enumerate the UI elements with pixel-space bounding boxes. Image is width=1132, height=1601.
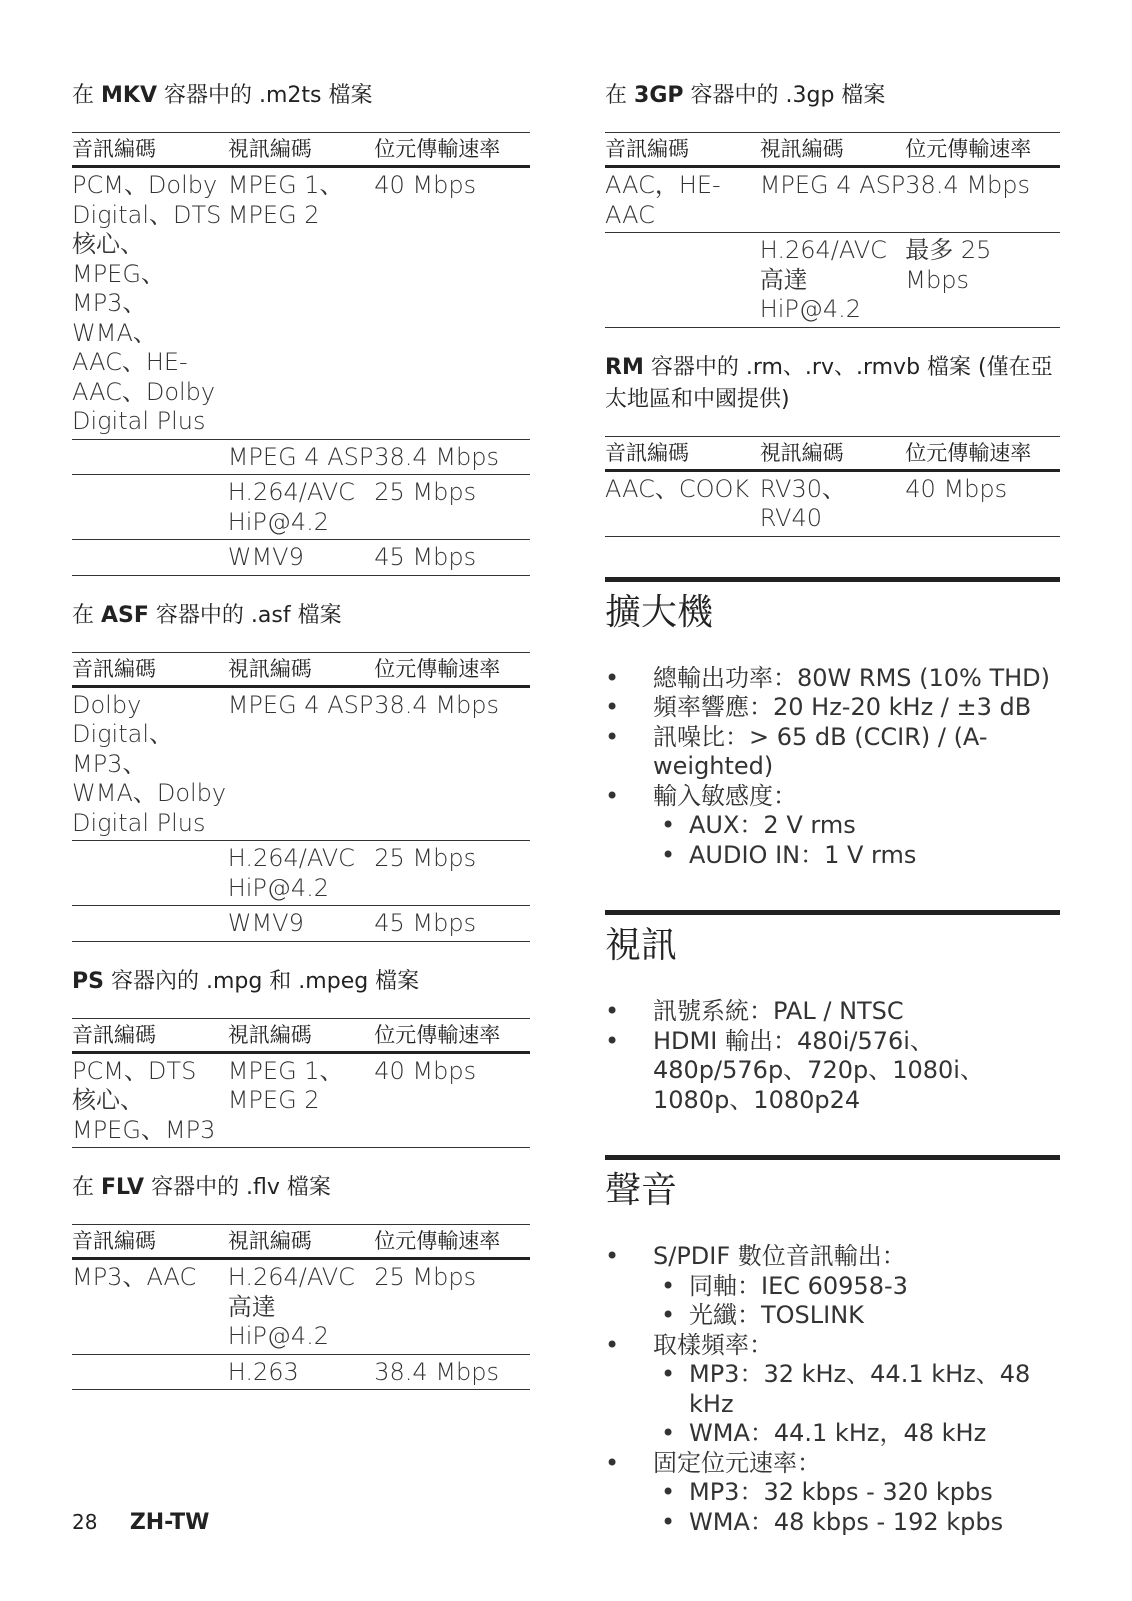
table-cell: H.264/AVC HiP@4.2 xyxy=(228,475,375,540)
language-code: ZH-TW xyxy=(129,1510,210,1535)
table-cell: 40 Mbps xyxy=(905,470,1060,536)
sub-list-item: • MP3：32 kbps - 320 kpbs xyxy=(653,1478,1060,1508)
table-cell xyxy=(605,233,760,328)
list-item-text: 取樣頻率： xyxy=(653,1330,773,1359)
audio-heading: 聲音 xyxy=(605,1155,1060,1214)
sub-list xyxy=(653,1478,1060,1537)
mkv-section xyxy=(72,80,530,576)
spec-table xyxy=(605,436,1060,537)
list-item xyxy=(605,997,1060,1027)
section-title: 在 FLV 容器中的 .flv 檔案 xyxy=(72,1175,331,1200)
column-header: 視訊編碼 xyxy=(228,133,375,167)
list-item-text: 訊噪比：> 65 dB (CCIR) / (A-weighted) xyxy=(653,722,988,780)
table-header-row xyxy=(72,1225,530,1259)
table-cell: H.264/AVC 高達 HiP@4.2 xyxy=(228,1259,375,1355)
section-title: 在 MKV 容器中的 .m2ts 檔案 xyxy=(72,83,373,108)
list-item xyxy=(605,782,1060,871)
spec-table xyxy=(72,652,530,942)
sub-list-item: • MP3：32 kHz、44.1 kHz、48 kHz xyxy=(653,1360,1060,1419)
table-cell: 25 Mbps xyxy=(374,475,530,540)
list-item xyxy=(605,1449,1060,1538)
column-header: 位元傳輸速率 xyxy=(905,436,1060,470)
table-header-row xyxy=(605,133,1060,167)
table-row xyxy=(72,686,530,841)
spec-table xyxy=(72,1224,530,1390)
list-item xyxy=(605,1331,1060,1449)
list-item xyxy=(605,1027,1060,1116)
column-header: 位元傳輸速率 xyxy=(374,652,530,686)
table-cell: AAC，HE-AAC xyxy=(605,167,760,233)
list-item-text: S/PDIF 數位音訊輸出： xyxy=(653,1242,906,1270)
table-cell: PCM、DTS 核心、MPEG、MP3 xyxy=(72,1052,228,1148)
sub-list xyxy=(653,1360,1060,1449)
table-header-row xyxy=(72,133,530,167)
table-cell xyxy=(72,841,228,906)
table-cell: 38.4 Mbps xyxy=(374,439,530,475)
table-cell: 38.4 Mbps xyxy=(374,1354,530,1390)
spec-table xyxy=(72,132,530,576)
column-header: 位元傳輸速率 xyxy=(374,133,530,167)
table-cell: PCM、Dolby Digital、DTS 核心、MPEG、MP3、WMA、AAC、HE-AAC、Dolby Digital Plus xyxy=(72,167,228,440)
sub-list-item: • WMA：44.1 kHz，48 kHz xyxy=(653,1419,1060,1449)
table-cell: Dolby Digital、MP3、WMA、Dolby Digital Plus xyxy=(72,686,228,841)
table-cell: MPEG 4 ASP xyxy=(760,167,906,233)
table-cell: 40 Mbps xyxy=(374,1052,530,1148)
table-cell: 45 Mbps xyxy=(374,906,530,942)
sub-list xyxy=(653,1272,1060,1331)
section-title: 在 3GP 容器中的 .3gp 檔案 xyxy=(605,83,886,108)
column-header: 音訊編碼 xyxy=(72,1018,228,1052)
spec-table xyxy=(605,132,1060,328)
table-cell: 38.4 Mbps xyxy=(905,167,1060,233)
list-item-text: 頻率響應：20 Hz-20 kHz / ±3 dB xyxy=(653,693,1032,721)
table-header-row xyxy=(605,436,1060,470)
section-title: 在 ASF 容器中的 .asf 檔案 xyxy=(72,602,342,628)
column-header: 音訊編碼 xyxy=(72,133,228,167)
list-item-text: 輸入敏感度： xyxy=(653,781,797,810)
table-cell: 40 Mbps xyxy=(374,167,530,440)
table-row xyxy=(72,540,530,576)
left-column xyxy=(72,80,530,1414)
column-header: 音訊編碼 xyxy=(605,133,760,167)
sub-list xyxy=(653,811,1060,870)
list-item-text: 總輸出功率：80W RMS (10% THD) xyxy=(653,663,1051,692)
table-cell: H.263 xyxy=(228,1354,375,1390)
sub-list-item: • AUX：2 V rms xyxy=(653,811,1060,841)
table-cell: MPEG 4 ASP xyxy=(228,439,375,475)
right-column xyxy=(605,80,1060,1537)
list-item xyxy=(605,664,1060,694)
table-cell: MPEG 1、MPEG 2 xyxy=(228,1052,375,1148)
audio-list xyxy=(605,1242,1060,1537)
table-cell: MPEG 4 ASP xyxy=(228,686,375,841)
column-header: 位元傳輸速率 xyxy=(374,1225,530,1259)
table-header-row xyxy=(72,652,530,686)
sub-list-item: • 光纖：TOSLINK xyxy=(653,1301,1060,1331)
list-item xyxy=(605,693,1060,723)
column-header: 視訊編碼 xyxy=(228,1018,375,1052)
amplifier-list xyxy=(605,664,1060,871)
list-item xyxy=(605,1242,1060,1331)
flv-section xyxy=(72,1172,530,1390)
table-row xyxy=(72,1052,530,1148)
table-cell: 38.4 Mbps xyxy=(374,686,530,841)
list-item-text: HDMI 輸出：480i/576i、480p/576p、720p、1080i、1080p、1080p24 xyxy=(653,1026,984,1114)
column-header: 音訊編碼 xyxy=(72,652,228,686)
table-row xyxy=(72,1354,530,1390)
table-cell: H.264/AVC 高達 HiP@4.2 xyxy=(760,233,906,328)
column-header: 位元傳輸速率 xyxy=(374,1018,530,1052)
list-item-text: 訊號系統：PAL / NTSC xyxy=(653,997,904,1025)
table-row xyxy=(72,439,530,475)
table-row xyxy=(605,233,1060,328)
sub-list-item: • AUDIO IN：1 V rms xyxy=(653,841,1060,871)
page-footer xyxy=(72,1510,209,1535)
sub-list-item: • WMA：48 kbps - 192 kpbs xyxy=(653,1508,1060,1538)
table-row xyxy=(72,1259,530,1355)
table-cell xyxy=(72,439,228,475)
asf-section xyxy=(72,600,530,942)
page-number: 28 xyxy=(72,1510,98,1534)
table-cell: MP3、AAC xyxy=(72,1259,228,1355)
table-cell: WMV9 xyxy=(228,540,375,576)
table-row xyxy=(72,167,530,440)
table-cell xyxy=(72,540,228,576)
table-cell xyxy=(72,1354,228,1390)
column-header: 視訊編碼 xyxy=(760,133,906,167)
column-header: 音訊編碼 xyxy=(72,1225,228,1259)
section-title: PS 容器內的 .mpg 和 .mpeg 檔案 xyxy=(72,968,420,994)
table-cell: 最多 25 Mbps xyxy=(905,233,1060,328)
column-header: 音訊編碼 xyxy=(605,436,760,470)
sub-list-item: • 同軸：IEC 60958-3 xyxy=(653,1272,1060,1302)
column-header: 視訊編碼 xyxy=(228,652,375,686)
spec-table xyxy=(72,1018,530,1149)
table-cell: AAC、COOK xyxy=(605,470,760,536)
table-row xyxy=(72,841,530,906)
table-cell xyxy=(72,475,228,540)
video-list xyxy=(605,997,1060,1115)
table-cell: 25 Mbps xyxy=(374,841,530,906)
column-header: 視訊編碼 xyxy=(228,1225,375,1259)
table-cell xyxy=(72,906,228,942)
table-cell: 45 Mbps xyxy=(374,540,530,576)
ps-section xyxy=(72,966,530,1149)
table-row xyxy=(605,470,1060,536)
section-title: RM 容器中的 .rm、.rv、.rmvb 檔案 (僅在亞太地區和中國提供) xyxy=(605,354,1053,412)
table-cell: MPEG 1、MPEG 2 xyxy=(228,167,375,440)
video-heading: 視訊 xyxy=(605,910,1060,969)
amplifier-heading: 擴大機 xyxy=(605,577,1060,636)
column-header: 視訊編碼 xyxy=(760,436,906,470)
table-row xyxy=(605,167,1060,233)
3gp-section xyxy=(605,80,1060,328)
list-item-text: 固定位元速率： xyxy=(653,1448,821,1477)
rm-section xyxy=(605,352,1060,537)
table-cell: WMV9 xyxy=(228,906,375,942)
table-header-row xyxy=(72,1018,530,1052)
column-header: 位元傳輸速率 xyxy=(905,133,1060,167)
table-cell: 25 Mbps xyxy=(374,1259,530,1355)
table-cell: RV30、RV40 xyxy=(760,470,906,536)
table-cell: H.264/AVC HiP@4.2 xyxy=(228,841,375,906)
table-row xyxy=(72,475,530,540)
list-item xyxy=(605,723,1060,782)
table-row xyxy=(72,906,530,942)
